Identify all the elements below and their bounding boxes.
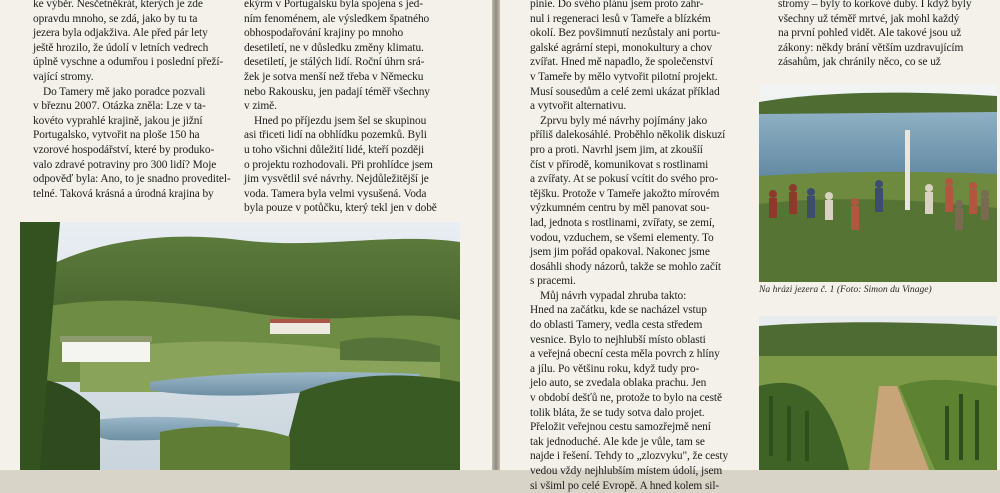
text-line: vedou vždy nejhlubším místem údolí, jsem — [530, 465, 723, 477]
text-line: žek je sotva menší než třeba v Německu — [244, 70, 424, 83]
text-line: a zvířaty. At se pokusí vcítit do svého pro- — [530, 173, 719, 186]
text-line: s pracemi. — [530, 275, 576, 288]
text-line: najde i řešení. Tehdy to „zlozvyku", že cesty — [530, 450, 729, 463]
text-line: Přeložit veřejnou cestu samozřejmě není — [530, 421, 711, 434]
text-line: valo zdravé potraviny pro 300 lidí? Moje — [33, 158, 217, 171]
text-line: a jílu. Po většinu roku, když tudy pro- — [530, 362, 700, 375]
text-line: zákony: někdy brání větším uzdravujícím — [778, 41, 964, 54]
text-line: v Tameře by mělo vytvořit pilotní projekt. — [530, 70, 718, 83]
text-line: tolik bláta, že se tudy sotva dalo projet. — [530, 406, 705, 419]
text-line: zvířat. Hned mě napadlo, že společenství — [530, 56, 713, 69]
text-line: v období dešťů ne, protože to bylo na cestě — [530, 392, 722, 405]
text-line: Musí sousedům a celé zemi ukázat příklad — [530, 85, 720, 98]
text-line: Hned po příjezdu jsem šel se skupinou — [254, 114, 427, 127]
text-line: pinie. Do svého plánu jsem proto zahr- — [530, 0, 704, 10]
text-line: si všiml po celé Evropě. A hned kolem sil- — [530, 479, 720, 492]
text-line: všechny už téměř mrtvé, jak mohl každý — [778, 12, 960, 25]
left-column-2 — [244, 0, 464, 216]
text-line: Zprvu byly mé návrhy pojímány jako — [540, 114, 708, 127]
text-line: příliš dalekosáhlé. Proběhlo několik diskuzí — [530, 129, 726, 142]
text-line: a veřejná obecní cesta měla povrch z hlíny — [530, 348, 720, 361]
text-line: byla pouze v potůčku, který tekl jen v době — [244, 202, 437, 215]
text-line: nul i regeneraci lesů v Tameře a blízkém — [530, 12, 711, 25]
text-line: na první pohled vidět. Ale takové jsou už — [778, 27, 962, 40]
text-line: pro a proti. Navrhl jsem jim, at zkoušíí — [530, 143, 703, 156]
text-line: číst v přírodě, komunikovat s rostlinami — [530, 158, 709, 171]
text-line: do oblasti Tamery, vedla cesta středem — [530, 319, 703, 332]
text-line: asi třiceti lidí na obhlídku pozemků. Byli — [244, 129, 427, 142]
text-line: úplně vyschne a odumřou i poslední přeží- — [33, 56, 224, 69]
garden-terrace-photo — [759, 316, 997, 470]
text-line: ním fenoménem, ale výsledkem špatného — [244, 12, 430, 25]
text-line: jsem jim pořád opakoval. Nakonec jsme — [530, 246, 710, 259]
book-gutter — [492, 0, 500, 470]
text-line: v březnu 2007. Otázka zněla: Lze v ta- — [33, 100, 206, 113]
text-line: desetiletí, ne v důsledku změny klimatu. — [244, 41, 424, 54]
text-line: o projektu rozhodovali. Při prohlídce jsem — [244, 158, 433, 171]
lake-dam-photo — [759, 84, 997, 282]
text-line: vodou, vzduchem, se všemi elementy. To — [530, 231, 714, 244]
left-page — [0, 0, 492, 470]
text-line: telné. Taková krásná a úrodná krajina by — [33, 187, 214, 200]
text-line: dosáhli shody názorů, takže se mohlo začít — [530, 260, 721, 273]
text-line: jim vysvětlil své návrhy. Nejdůležitější je — [244, 173, 429, 186]
text-line: a vytvořit alternativu. — [530, 100, 627, 113]
text-line: ekýrm v Portugalsku byla spojena s jed- — [244, 0, 423, 10]
text-line: kovéto vyprahlé krajině, jakou je jižní — [33, 114, 203, 127]
text-line: okolí. Bez povšimnutí nezůstaly ani portu- — [530, 27, 721, 40]
text-line: vesnice. Bylo to nejhlubší místo oblasti — [530, 333, 706, 346]
text-line: galské agrární stepi, monokultury a chov — [530, 41, 712, 54]
landscape-photo — [20, 222, 460, 470]
text-line: Hned na začátku, kde se nacházel vstup — [530, 304, 707, 317]
left-column-1 — [33, 0, 231, 201]
text-line: výzkumném centru by měl panovat sou- — [530, 202, 710, 215]
text-line: odpověď byla: Ano, to je snadno proveditel- — [33, 173, 231, 186]
text-line: jezera byla odjakživa. Ale před pár lety — [33, 27, 208, 40]
text-line: jelo auto, se zvedala oblaka prachu. Jen — [530, 377, 707, 390]
text-line: voda. Tamera byla velmi vysušená. Voda — [244, 187, 427, 200]
text-line: Do Tamery mě jako poradce pozvali — [43, 85, 206, 98]
text-line: lad, jednota s rostlinami, zvířaty, se zemí, — [530, 216, 715, 229]
text-line: stromy – byly to korkové duby. I když byly — [778, 0, 972, 10]
text-line: nebo Rakousku, jen padají téměř všechny — [244, 85, 430, 98]
text-line: desetiletí, je stálých lidí. Roční úhrn srá- — [244, 56, 425, 69]
text-line: ke výběr. Nesčetněkrát, kterých je zde — [33, 0, 203, 10]
text-line: v zimě. — [244, 100, 277, 113]
text-line: vající stromy. — [33, 70, 94, 83]
right-column-1 — [530, 0, 750, 493]
right-page — [500, 0, 1000, 492]
text-line: vzorové hospodářství, které by produko- — [33, 143, 215, 156]
text-line: zásahům, jak chránily něco, co se už — [778, 56, 941, 69]
text-line: u toho všichni důležití lidé, kteří později — [244, 143, 425, 156]
right-column-2 — [778, 0, 978, 70]
text-line: obhospodařování krajiny po mnoho — [244, 27, 404, 40]
text-line: tějšku. Protože v Tameře jakožto mírovém — [530, 187, 720, 200]
text-line: tak jednoduché. Ale kde je vůle, tam se — [530, 435, 705, 448]
photo-caption: Na hrázi jezera č. 1 (Foto: Simon du Vinage) — [759, 284, 932, 295]
text-line: ještě hrozilo, že údolí v letních vedrech — [33, 41, 209, 54]
text-line: Portugalsko, vytvořit na ploše 150 ha — [33, 129, 200, 142]
text-line: opravdu mnoho, se zdá, jako by tu ta — [33, 12, 198, 25]
text-line: Můj návrh vypadal zhruba takto: — [540, 289, 687, 302]
